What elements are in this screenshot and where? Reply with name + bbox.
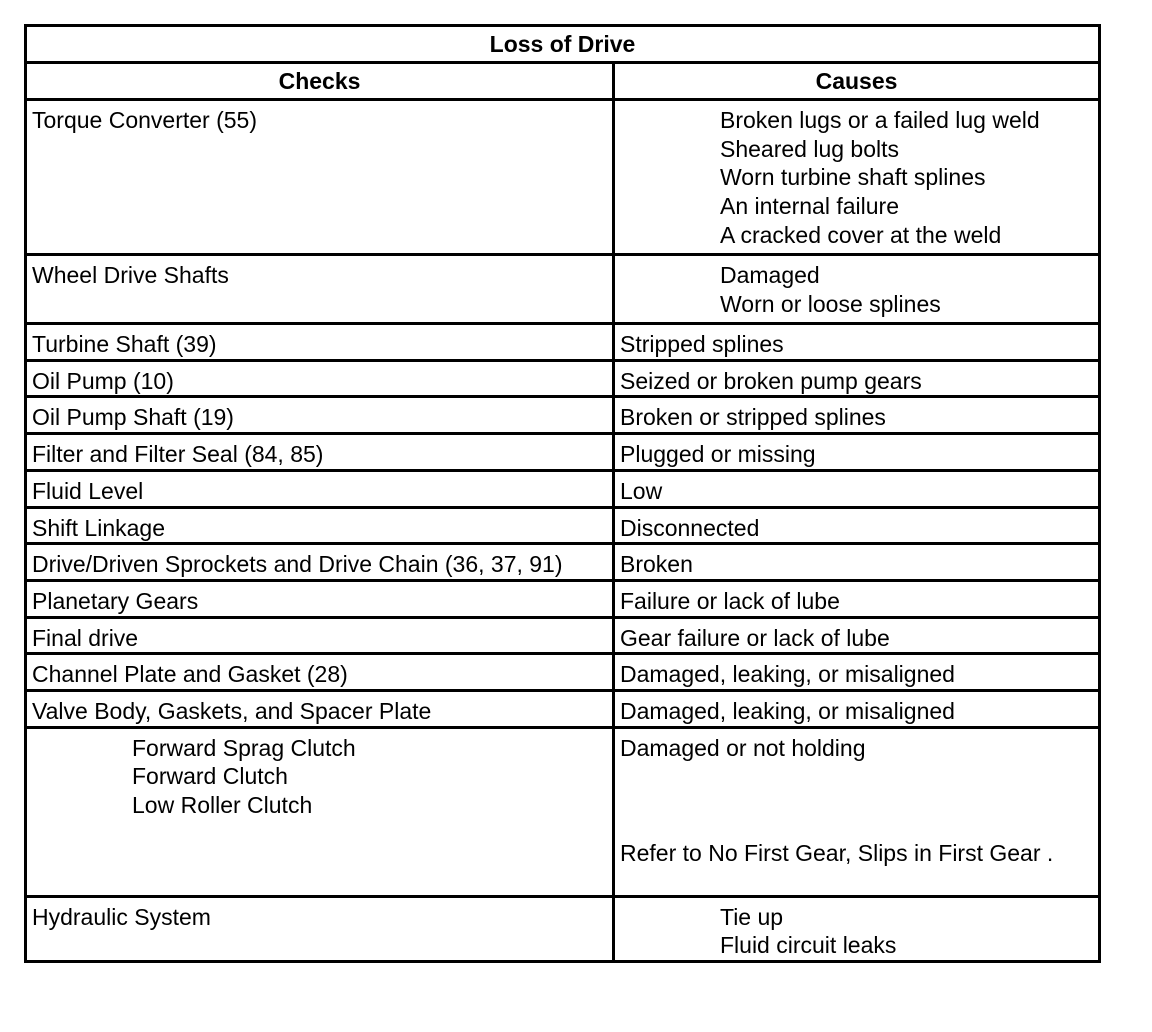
check-cell bbox=[26, 470, 614, 507]
table-row bbox=[26, 507, 1100, 544]
table-row bbox=[26, 100, 1100, 255]
check-cell bbox=[26, 544, 614, 581]
check-text: Fluid Level bbox=[32, 477, 144, 504]
check-text: Forward Clutch bbox=[132, 763, 288, 790]
check-text: Filter and Filter Seal (84, 85) bbox=[32, 441, 324, 468]
table-title: Loss of Drive bbox=[26, 26, 1100, 63]
check-cell bbox=[26, 324, 614, 361]
table-row bbox=[26, 360, 1100, 397]
check-text: Shift Linkage bbox=[32, 514, 165, 541]
check-text: Final drive bbox=[32, 624, 139, 651]
check-cell bbox=[26, 360, 614, 397]
table-row bbox=[26, 896, 1100, 961]
table-row bbox=[26, 727, 1100, 896]
cause-cell bbox=[614, 580, 1100, 617]
table-row bbox=[26, 580, 1100, 617]
check-cell bbox=[26, 580, 614, 617]
check-cell bbox=[26, 434, 614, 471]
check-text: Oil Pump Shaft (19) bbox=[32, 404, 234, 431]
cause-text: Gear failure or lack of lube bbox=[620, 624, 890, 651]
check-text: Forward Sprag Clutch bbox=[132, 734, 356, 761]
cause-text: Failure or lack of lube bbox=[620, 587, 840, 614]
check-text: Drive/Driven Sprockets and Drive Chain (36, 37, 91) bbox=[32, 551, 563, 578]
check-cell bbox=[26, 617, 614, 654]
cause-text: Disconnected bbox=[620, 514, 760, 541]
check-cell bbox=[26, 654, 614, 691]
table-row bbox=[26, 544, 1100, 581]
check-cell bbox=[26, 727, 614, 896]
cause-cell bbox=[614, 896, 1100, 961]
check-text: Hydraulic System bbox=[32, 903, 211, 930]
table-row bbox=[26, 324, 1100, 361]
check-cell bbox=[26, 255, 614, 324]
table-row bbox=[26, 397, 1100, 434]
check-text: Channel Plate and Gasket (28) bbox=[32, 661, 348, 688]
cause-text: Refer to No First Gear, Slips in First Gear . bbox=[620, 840, 1054, 867]
cause-text: Damaged, leaking, or misaligned bbox=[620, 698, 955, 725]
cause-text: An internal failure bbox=[720, 193, 899, 220]
check-cell bbox=[26, 896, 614, 961]
cause-text: Worn turbine shaft splines bbox=[720, 164, 986, 191]
check-cell bbox=[26, 100, 614, 255]
causes-header: Causes bbox=[614, 63, 1100, 100]
cause-text: Fluid circuit leaks bbox=[720, 932, 897, 959]
check-cell bbox=[26, 507, 614, 544]
check-text: Low Roller Clutch bbox=[132, 792, 313, 819]
cause-text: Seized or broken pump gears bbox=[620, 367, 922, 394]
check-text: Turbine Shaft (39) bbox=[32, 331, 217, 357]
cause-cell bbox=[614, 255, 1100, 324]
check-text: Valve Body, Gaskets, and Spacer Plate bbox=[32, 698, 432, 725]
table-row bbox=[26, 470, 1100, 507]
cause-spacer bbox=[620, 762, 1098, 820]
cause-text: A cracked cover at the weld bbox=[720, 221, 1002, 248]
cause-cell bbox=[614, 691, 1100, 728]
title-row bbox=[26, 26, 1100, 63]
cause-cell bbox=[614, 397, 1100, 434]
header-row bbox=[26, 63, 1100, 100]
cause-text: Tie up bbox=[720, 903, 784, 930]
cause-cell bbox=[614, 324, 1100, 361]
table-row bbox=[26, 691, 1100, 728]
table-row bbox=[26, 255, 1100, 324]
check-text: Planetary Gears bbox=[32, 587, 199, 614]
cause-text: Sheared lug bolts bbox=[720, 135, 900, 162]
cause-text: Damaged bbox=[720, 262, 820, 288]
cause-text: Broken lugs or a failed lug weld bbox=[720, 107, 1040, 133]
cause-text: Low bbox=[620, 477, 663, 504]
cause-cell bbox=[614, 617, 1100, 654]
cause-cell bbox=[614, 507, 1100, 544]
cause-cell bbox=[614, 654, 1100, 691]
table-row bbox=[26, 617, 1100, 654]
cause-cell bbox=[614, 434, 1100, 471]
table-row bbox=[26, 434, 1100, 471]
cause-text: Plugged or missing bbox=[620, 441, 816, 468]
cause-cell bbox=[614, 470, 1100, 507]
cause-text: Broken or stripped splines bbox=[620, 404, 886, 431]
check-text: Oil Pump (10) bbox=[32, 367, 174, 394]
cause-cell bbox=[614, 360, 1100, 397]
cause-text: Damaged, leaking, or misaligned bbox=[620, 661, 955, 688]
checks-header: Checks bbox=[26, 63, 614, 100]
check-text: Torque Converter (55) bbox=[32, 107, 257, 133]
loss-of-drive-table bbox=[24, 24, 1101, 963]
cause-text: Worn or loose splines bbox=[720, 290, 941, 317]
table-row bbox=[26, 654, 1100, 691]
check-cell bbox=[26, 691, 614, 728]
cause-cell bbox=[614, 544, 1100, 581]
cause-text: Stripped splines bbox=[620, 331, 784, 357]
cause-cell bbox=[614, 100, 1100, 255]
cause-cell bbox=[614, 727, 1100, 896]
cause-text: Broken bbox=[620, 551, 693, 578]
cause-text: Damaged or not holding bbox=[620, 734, 866, 761]
check-cell bbox=[26, 397, 614, 434]
check-text: Wheel Drive Shafts bbox=[32, 262, 229, 288]
